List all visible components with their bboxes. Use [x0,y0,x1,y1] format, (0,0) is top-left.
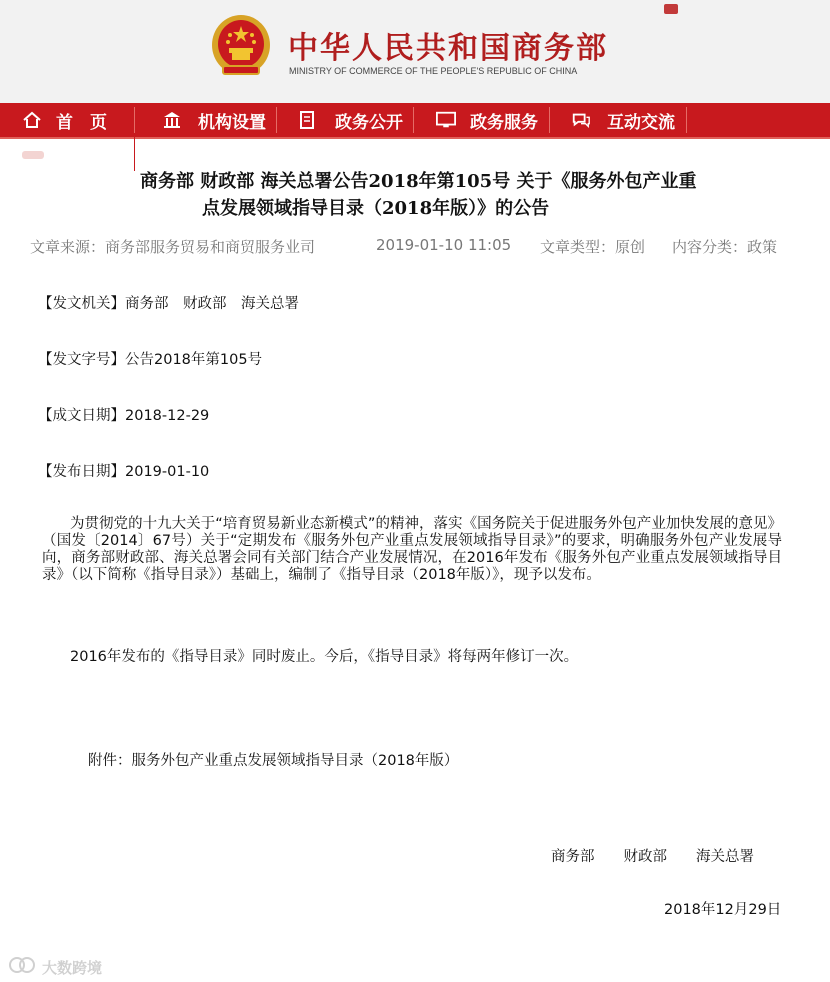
nav-item-organization[interactable] [162,103,266,137]
nav-divider [134,107,135,133]
document-icon [297,110,317,130]
corner-badge-icon[interactable] [664,4,678,14]
body-paragraph-2: 2016年发布的《指导目录》同时废止。今后，《指导目录》将每两年修订一次。 [70,649,579,665]
nav-label-home: 首 页 [56,112,107,133]
nav-label-services: 政务服务 [470,112,538,133]
site-subtitle: MINISTRY OF COMMERCE OF THE PEOPLE'S REPUBLIC OF CHINA [289,66,578,76]
home-icon [22,110,42,130]
watermark-text: 大数跨境 [42,958,103,977]
main-nav [0,103,830,139]
nav-item-government-affairs[interactable] [297,103,403,137]
field-document-number: 【发文字号】公告2018年第105号 [38,352,263,368]
nav-label-government-affairs: 政务公开 [335,112,403,133]
article-source: 文章来源：商务部服务贸易和商贸服务业司 [30,238,316,256]
nav-item-home[interactable] [22,103,107,137]
field-issuer: 【发文机关】商务部 财政部 海关总署 [38,296,299,312]
nav-item-services[interactable] [436,103,538,137]
article-category: 内容分类：政策 [672,238,778,256]
watermark-logo-icon [8,955,36,979]
attachment-link[interactable]: 附件：服务外包产业重点发展领域指导目录（2018年版） [88,753,459,769]
watermark [8,955,102,979]
monitor-icon [436,110,456,130]
article-type: 文章类型：原创 [540,238,646,256]
article-title-line1: 商务部 财政部 海关总署公告2018年第105号 关于《服务外包产业重 [140,171,697,192]
nav-divider [686,107,687,133]
article-date: 2019-01-10 11:05 [376,236,512,254]
nav-divider [276,107,277,133]
national-emblem-icon[interactable] [211,14,271,80]
field-written-date: 【成文日期】2018-12-29 [38,408,210,424]
chat-icon [571,110,591,130]
nav-divider [413,107,414,133]
nav-label-organization: 机构设置 [198,112,266,133]
sign-date: 2018年12月29日 [664,902,782,918]
site-header [0,0,830,103]
building-icon [162,110,182,130]
article-title-line2: 点发展领域指导目录（2018年版）》的公告 [202,198,550,219]
content-divider [134,137,135,171]
small-stamp-icon [22,146,44,158]
nav-item-interaction[interactable] [571,103,675,137]
field-publish-date: 【发布日期】2019-01-10 [38,464,210,480]
article-title [140,168,820,222]
body-paragraph-1: 为贯彻党的十九大关于“培育贸易新业态新模式”的精神，落实《国务院关于促进服务外包产业加快发展的意见》（国发〔2014〕67号）关于“定期发布《服务外包产业重点发展领域指导目录》”的要求，明确服务外包产业发展导向，商务部财政部、海关总署会同有关部门结合产业发展情况，在2016年发布《服务外包产业重点发展领域指导目录》（以下简称《指导目录》）基础上，编制了《指导目录（2018年版）》，现予以发布。 [42,516,782,583]
site-title: 中华人民共和国商务部 [288,31,608,66]
signers: 商务部 财政部 海关总署 [551,849,754,865]
nav-divider [549,107,550,133]
nav-label-interaction: 互动交流 [607,112,675,133]
